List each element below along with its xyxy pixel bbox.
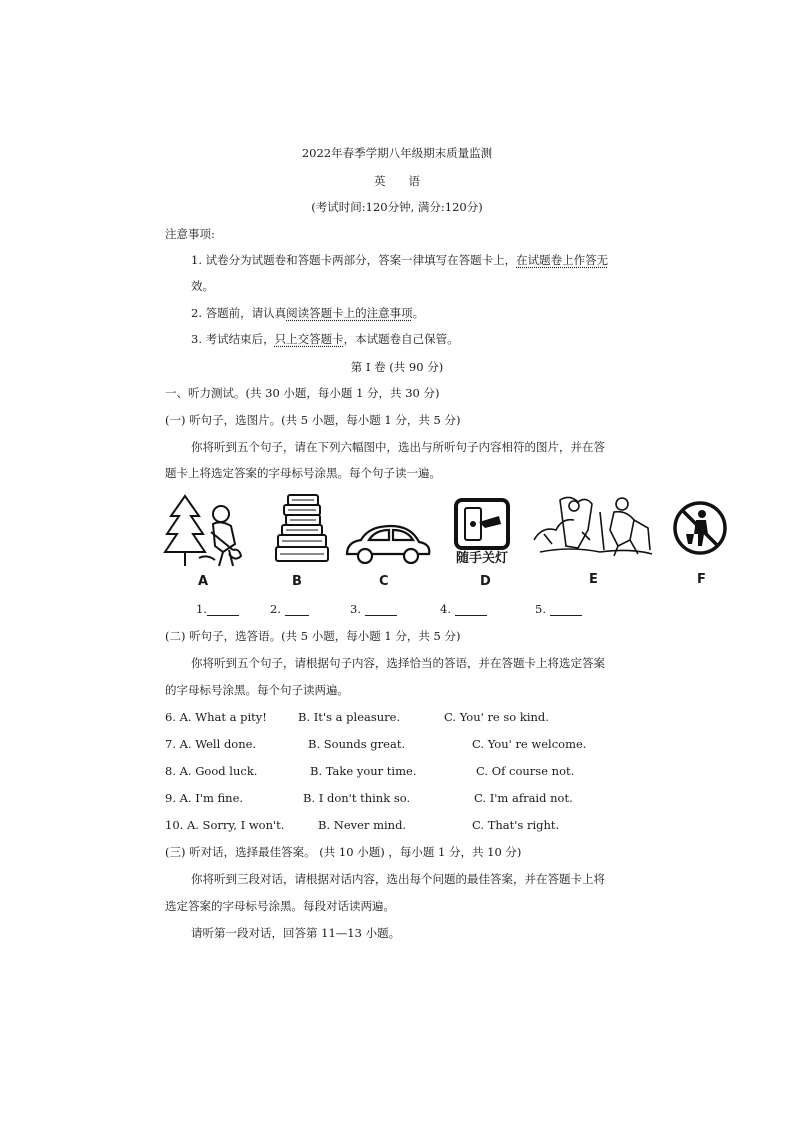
section1-title: 一、听力测试。(共 30 小题，每小题 1 分，共 30 分): [165, 386, 440, 400]
question-6-option-a: 6. A. What a pity!: [165, 710, 267, 724]
answer-blank-2[interactable]: 2.: [270, 602, 309, 616]
picture-label-f: F: [697, 572, 706, 587]
part1-instruction: 你将听到五个句子，请在下列六幅图中，选出与所听句子内容相符的图片，并在答: [191, 440, 605, 454]
note-2-end: 。: [412, 306, 425, 320]
note-3-end: ，本试题卷自己保管。: [343, 332, 459, 346]
volume-title: 第 I 卷 (共 90 分): [350, 360, 444, 374]
picture-c-car: [343, 522, 433, 568]
note-item-1: [191, 253, 608, 267]
part3-title: (三) 听对话，选择最佳答案。 (共 10 小题) ，每小题 1 分，共 10 分): [165, 845, 522, 859]
question-9-option-c: C. I'm afraid not.: [474, 791, 573, 805]
part2-instruction-cont: 的字母标号涂黑。每个句子读两遍。: [165, 683, 349, 697]
question-7-option-a: 7. A. Well done.: [165, 737, 257, 751]
answer-blank-3[interactable]: 3.: [350, 602, 397, 616]
picture-b-books: [272, 493, 332, 565]
question-9-option-a: 9. A. I'm fine.: [165, 791, 244, 805]
note-3-text: 3. 考试结束后，: [191, 332, 275, 346]
part3-instruction: 你将听到三段对话，请根据对话内容，选出每个问题的最佳答案，并在答题卡上将: [191, 872, 605, 886]
question-6-option-b: B. It's a pleasure.: [298, 710, 401, 724]
question-10-option-b: B. Never mind.: [318, 818, 407, 832]
question-9-option-b: B. I don't think so.: [303, 791, 411, 805]
part1-title: (一) 听句子，选图片。(共 5 小题，每小题 1 分，共 5 分): [165, 413, 461, 427]
picture-label-c: C: [379, 574, 389, 589]
answer-blank-1[interactable]: 1.: [196, 602, 239, 616]
question-7-option-c: C. You' re welcome.: [472, 737, 587, 751]
question-8-option-c: C. Of course not.: [476, 764, 575, 778]
picture-label-b: B: [292, 574, 302, 589]
question-7-option-b: B. Sounds great.: [308, 737, 406, 751]
subject-title: 英 语: [374, 174, 420, 188]
picture-label-d: D: [480, 574, 491, 589]
note-1-emphasis: 在试题卷上作答无: [516, 253, 609, 267]
note-item-1-cont: 效。: [191, 279, 214, 293]
exam-title: 2022年春季学期八年级期末质量监测: [301, 146, 493, 160]
question-8-option-b: B. Take your time.: [310, 764, 417, 778]
picture-a-planting-tree: [163, 492, 248, 568]
exam-info: (考试时间:120分钟, 满分:120分): [311, 200, 483, 214]
picture-d-sign-text: 随手关灯: [455, 551, 508, 566]
notes-heading: 注意事项:: [165, 227, 215, 241]
part2-instruction: 你将听到五个句子，请根据句子内容，选择恰当的答语，并在答题卡上将选定答案: [191, 656, 605, 670]
question-10-option-c: C. That's right.: [472, 818, 560, 832]
part3-instruction-cont: 选定答案的字母标号涂黑。每段对话读两遍。: [165, 899, 395, 913]
part1-instruction-cont: 题卡上将选定答案的字母标号涂黑。每个句子读一遍。: [165, 466, 441, 480]
picture-f-no-littering-sign: [672, 500, 728, 556]
answer-blank-4[interactable]: 4.: [440, 602, 487, 616]
part2-title: (二) 听句子，选答语。(共 5 小题，每小题 1 分，共 5 分): [165, 629, 461, 643]
note-item-2: [191, 306, 424, 320]
question-10-option-a: 10. A. Sorry, I won't.: [165, 818, 285, 832]
part3-dialogue-1-note: 请听第一段对话，回答第 11—13 小题。: [191, 926, 401, 940]
picture-label-e: E: [589, 572, 598, 587]
note-item-3: [191, 332, 459, 346]
picture-e-outdoor-scene: [530, 490, 655, 560]
answer-blank-5[interactable]: 5.: [535, 602, 582, 616]
question-8-option-a: 8. A. Good luck.: [165, 764, 258, 778]
picture-label-a: A: [198, 574, 209, 589]
note-3-emphasis: 只上交答题卡: [274, 332, 344, 346]
question-6-option-c: C. You' re so kind.: [444, 710, 549, 724]
note-1-text: 1. 试卷分为试题卷和答题卡两部分，答案一律填写在答题卡上，: [191, 253, 517, 267]
note-2-text: 2. 答题前，请认真: [191, 306, 287, 320]
note-2-emphasis: 阅读答题卡上的注意事项: [286, 306, 413, 320]
